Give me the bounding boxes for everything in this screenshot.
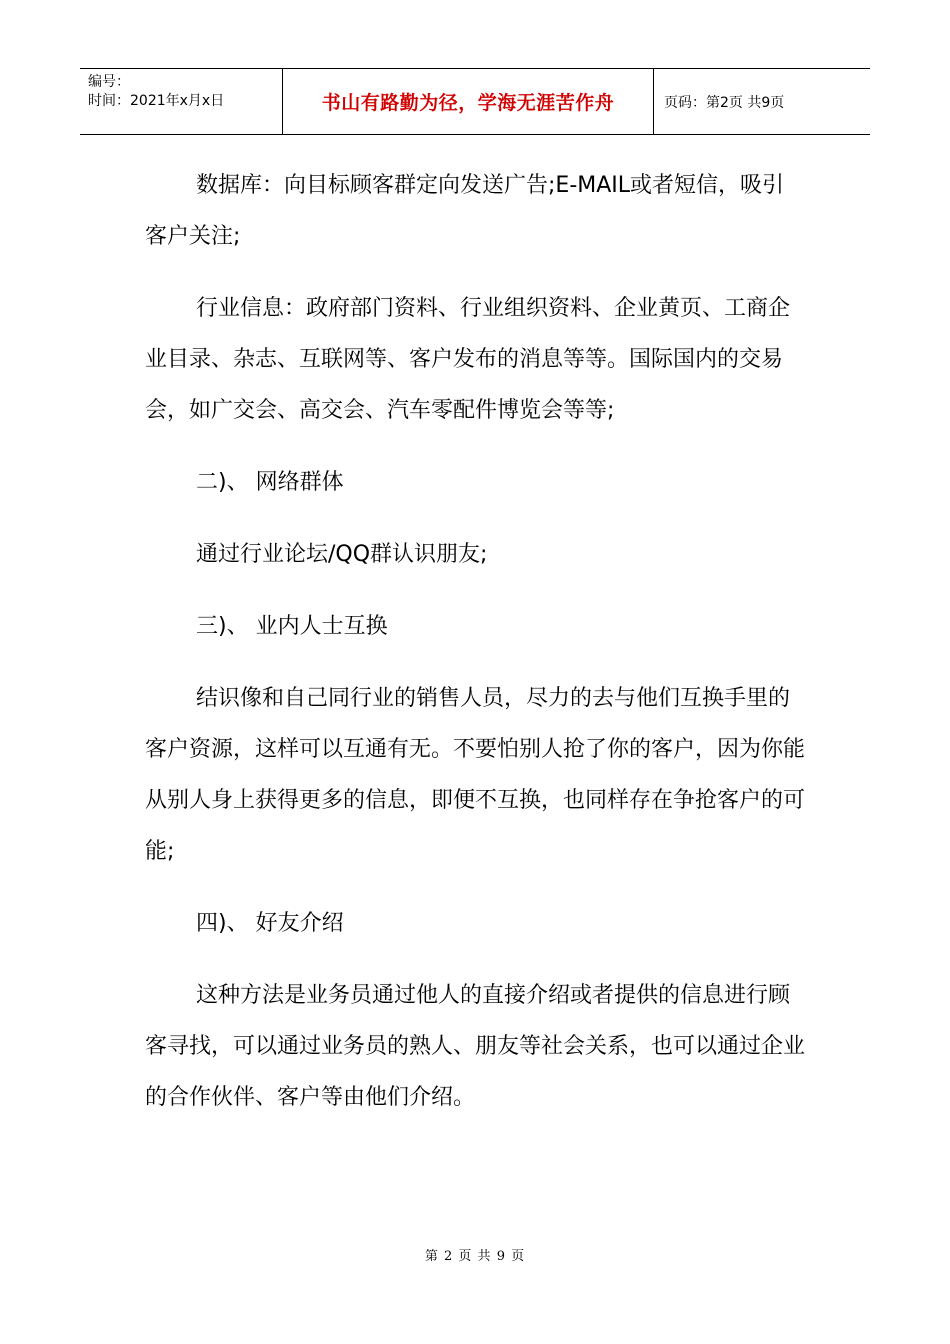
- header-page-info-cell: [654, 69, 870, 134]
- section-heading-friend-referral: 四)、 好友介绍: [196, 911, 344, 936]
- document-number: 编号：: [88, 74, 130, 90]
- paragraph-industry-info: 行业信息：政府部门资料、行业组织资料、企业黄页、工商企业目录、杂志、互联网等、客户发布的消息等等。国际国内的交易会，如广交会、高交会、汽车零配件博览会等等;: [145, 296, 791, 423]
- paragraph-network-groups: 通过行业论坛/QQ群认识朋友;: [196, 542, 488, 567]
- header-page-info: 页码：第2页 共9页: [664, 94, 785, 111]
- section-heading-insider-exchange: 三)、 业内人士互换: [196, 614, 388, 639]
- page-footer: 第 2 页 共 9 页: [424, 1249, 526, 1264]
- paragraph-insider-exchange: 结识像和自己同行业的销售人员，尽力的去与他们互换手里的客户资源，这样可以互通有无。不要怕别人抢了你的客户，因为你能从别人身上获得更多的信息，即便不互换，也同样存在争抢客户的可能;: [145, 686, 806, 864]
- paragraph-database: 数据库：向目标顾客群定向发送广告;E-MAIL或者短信，吸引客户关注;: [145, 173, 785, 249]
- document-time: 时间：2021年x月x日: [88, 93, 225, 109]
- section-heading-network-groups: 二)、 网络群体: [196, 470, 344, 495]
- header-motto-cell: [283, 69, 654, 134]
- page-header: [80, 68, 870, 135]
- header-meta: [80, 69, 283, 134]
- paragraph-friend-referral: 这种方法是业务员通过他人的直接介绍或者提供的信息进行顾客寻找，可以通过业务员的熟人、朋友等社会关系，也可以通过企业的合作伙伴、客户等由他们介绍。: [145, 983, 806, 1110]
- header-motto: 书山有路勤为径，学海无涯苦作舟: [321, 92, 615, 114]
- document-body: [145, 160, 805, 1144]
